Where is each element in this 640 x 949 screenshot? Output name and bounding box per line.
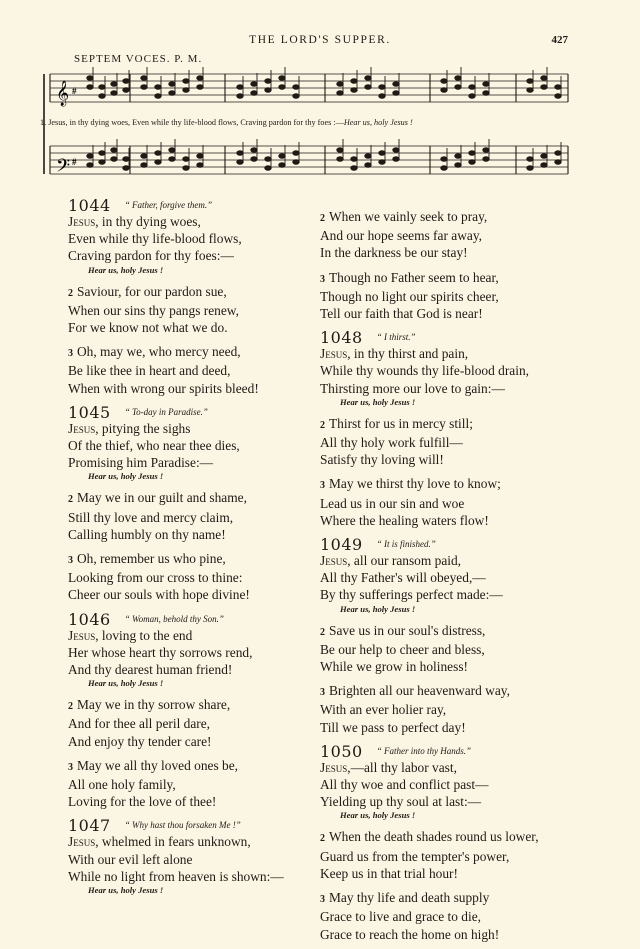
note-head <box>469 151 475 156</box>
page-header <box>0 34 640 50</box>
note-head <box>351 157 357 162</box>
verse-line <box>68 343 330 362</box>
hymn-title: “ It is finished.” <box>376 539 436 550</box>
stanza <box>68 833 330 896</box>
note-head <box>169 148 175 153</box>
verse-number: 3 <box>320 687 325 699</box>
verse-line: And our hope seems far away, <box>320 228 482 244</box>
verse-line: And enjoy thy tender care! <box>68 733 212 749</box>
verse-line: Keep us in that trial hour! <box>320 865 458 881</box>
verse-line: Lead us in our sin and woe <box>320 495 465 511</box>
note-head <box>183 79 189 84</box>
verse-line: Till we pass to perfect day! <box>320 719 466 735</box>
verse-line <box>68 627 330 644</box>
note-head <box>293 85 299 90</box>
note-head <box>141 85 147 90</box>
line-text: Save us in our soul's distress, <box>329 622 486 638</box>
note-head <box>365 163 371 168</box>
verse-line: Thirsting more our love to gain:— <box>320 380 505 396</box>
hymn <box>320 535 582 736</box>
opening-word: Jesus <box>68 834 96 850</box>
stanza <box>320 208 582 262</box>
note-head <box>351 79 357 84</box>
note-head <box>393 91 399 96</box>
note-head <box>441 166 447 171</box>
note-head <box>155 85 161 90</box>
line-text: When we vainly seek to pray, <box>329 209 488 224</box>
note-head <box>337 157 343 162</box>
hymn-title: “ Why hast thou forsaken Me !” <box>124 820 241 831</box>
verse-line: When our sins thy pangs renew, <box>68 302 239 318</box>
underlay-text: 1. Jesus, in thy dying woes, Even while thy life-blood flows, Craving pardon for thy foes :— <box>40 118 344 127</box>
hymn <box>68 196 330 397</box>
note-head <box>183 166 189 171</box>
stanza <box>68 213 330 276</box>
verse-line <box>320 759 582 776</box>
note-head <box>237 160 243 165</box>
stanza-gap <box>320 468 582 475</box>
note-head <box>183 157 189 162</box>
verse-number: 3 <box>68 555 73 567</box>
note-head <box>555 151 561 156</box>
verse-line: While thy wounds thy life-blood drain, <box>320 363 530 379</box>
verse-line: With our evil left alone <box>68 851 193 867</box>
note-head <box>99 94 105 99</box>
stanza <box>320 682 582 736</box>
refrain: Hear us, holy Jesus ! <box>340 396 416 407</box>
stanza-gap <box>320 615 582 622</box>
verse-line: Even while thy life-blood flows, <box>68 231 242 247</box>
stanza <box>68 283 330 337</box>
note-head <box>441 157 447 162</box>
verse-line <box>68 757 330 776</box>
stanza <box>320 415 582 469</box>
stanza <box>320 475 582 529</box>
note-head <box>251 91 257 96</box>
verse-number: 3 <box>320 480 325 492</box>
stanza <box>320 759 582 822</box>
note-head <box>337 148 343 153</box>
stanza <box>320 552 582 615</box>
hymn-gap <box>320 943 582 949</box>
verse-number: 3 <box>68 348 73 360</box>
note-head <box>379 151 385 156</box>
treble-clef-icon: 𝄞 <box>56 81 70 106</box>
verse-line <box>320 828 582 847</box>
hymn-heading <box>68 816 330 836</box>
line-text: Though no Father seem to hear, <box>329 269 499 285</box>
stanza <box>320 828 582 882</box>
hymn-number: 1044 <box>68 196 111 215</box>
verse-number: 2 <box>320 626 325 638</box>
opening-word: Jesus <box>68 627 96 643</box>
running-title: THE LORD'S SUPPER. <box>249 34 391 46</box>
verse-line: Loving for the love of thee! <box>68 794 217 810</box>
hymn <box>68 816 330 896</box>
verse-line: And for thee all peril dare, <box>68 716 211 732</box>
note-head <box>379 94 385 99</box>
note-head <box>169 91 175 96</box>
note-head <box>441 88 447 93</box>
stanza <box>68 343 330 397</box>
note-head <box>87 163 93 168</box>
note-head <box>279 76 285 81</box>
stanza-gap <box>320 675 582 682</box>
line-text: May thy life and death supply <box>329 890 490 906</box>
verse-line: Be like thee in heart and deed, <box>68 363 231 379</box>
verse-line: With an ever holier ray, <box>320 702 447 718</box>
verse-line: Cheer our souls with hope divine! <box>68 587 250 603</box>
line-text: Thirst for us in mercy still; <box>329 415 473 431</box>
note-head <box>293 151 299 156</box>
verse-line: For we know not what we do. <box>68 320 228 336</box>
verse-number: 3 <box>320 273 325 285</box>
note-head <box>293 94 299 99</box>
verse-line: Grace to reach the home on high! <box>320 926 500 942</box>
note-head <box>541 154 547 159</box>
verse-line <box>68 833 330 850</box>
verse-line: Though no light our spirits cheer, <box>320 288 499 304</box>
note-head <box>455 154 461 159</box>
verse-line: By thy sufferings perfect made:— <box>320 587 503 603</box>
verse-line: Guard us from the tempter's power, <box>320 848 510 864</box>
music-underlay <box>40 118 580 127</box>
note-head <box>123 166 129 171</box>
verse-line <box>68 283 330 302</box>
bass-clef-icon: 𝄢 <box>56 156 71 181</box>
note-head <box>141 163 147 168</box>
stanza-gap <box>68 273 330 285</box>
note-head <box>527 157 533 162</box>
verse-line <box>68 489 330 508</box>
note-head <box>111 157 117 162</box>
refrain: Hear us, holy Jesus ! <box>88 471 164 482</box>
verse-line <box>320 269 582 288</box>
note-head <box>483 148 489 153</box>
note-head <box>251 148 257 153</box>
verse-line <box>320 889 582 908</box>
stanza <box>68 757 330 811</box>
verse-number: 3 <box>68 761 73 773</box>
verse-number: 2 <box>68 287 73 299</box>
verse-line: Tell our faith that God is near! <box>320 306 483 322</box>
verse-line <box>320 552 582 569</box>
verse-line: Calling humbly on thy name! <box>68 526 226 542</box>
verse-line <box>68 696 330 715</box>
hymn-heading <box>320 742 582 759</box>
opening-word: Jesus <box>320 553 348 569</box>
note-head <box>337 82 343 87</box>
verse-number: 2 <box>320 833 325 845</box>
stanza <box>68 489 330 543</box>
note-head <box>469 160 475 165</box>
note-head <box>541 85 547 90</box>
note-head <box>99 85 105 90</box>
line-text: May we in our guilt and shame, <box>77 490 247 506</box>
left-column <box>68 196 330 902</box>
refrain: Hear us, holy Jesus ! <box>88 264 164 275</box>
verse-line <box>320 345 582 362</box>
opening-word: Jesus <box>68 420 96 436</box>
hymn <box>68 403 330 604</box>
note-head <box>527 79 533 84</box>
note-head <box>155 160 161 165</box>
note-head <box>469 85 475 90</box>
note-head <box>251 157 257 162</box>
hymn-title: “ Father, forgive them.” <box>124 200 213 210</box>
verse-line: While we grow in holiness! <box>320 659 469 675</box>
note-head <box>265 79 271 84</box>
verse-line: Promising him Paradise:— <box>68 455 214 471</box>
verse-line <box>320 415 582 434</box>
hymn-number: 1048 <box>320 328 363 348</box>
verse-number: 2 <box>320 419 325 431</box>
line-text: When the death shades round us lower, <box>329 829 539 845</box>
hymn <box>320 208 582 322</box>
note-head <box>379 160 385 165</box>
verse-line <box>68 550 330 569</box>
verse-line: Grace to live and grace to die, <box>320 909 481 925</box>
note-head <box>87 85 93 90</box>
hymn-gap <box>68 896 330 902</box>
note-head <box>351 88 357 93</box>
note-head <box>483 91 489 96</box>
stanza-gap <box>320 262 582 269</box>
verse-line: All thy holy work fulfill— <box>320 435 463 451</box>
note-head <box>365 85 371 90</box>
note-head <box>123 79 129 84</box>
note-head <box>393 82 399 87</box>
stanza <box>68 696 330 750</box>
note-head <box>455 163 461 168</box>
note-head <box>123 157 129 162</box>
line-text: , in thy dying woes, <box>95 214 201 229</box>
note-head <box>555 160 561 165</box>
line-text: , pitying the sighs <box>95 420 191 436</box>
hymn-heading <box>68 196 330 213</box>
line-text: May we in thy sorrow share, <box>77 697 231 713</box>
note-head <box>351 166 357 171</box>
note-head <box>87 76 93 81</box>
note-head <box>197 76 203 81</box>
verse-line: Looking from our cross to thine: <box>68 570 243 586</box>
page-number: 427 <box>551 34 568 46</box>
note-head <box>99 160 105 165</box>
line-text: , all our ransom paid, <box>347 553 462 569</box>
hymn-title: “ To-day in Paradise.” <box>124 406 208 417</box>
refrain: Hear us, holy Jesus ! <box>340 603 416 614</box>
stanza-gap <box>320 821 582 828</box>
verse-number: 2 <box>68 701 73 713</box>
hymn-heading <box>320 328 582 348</box>
stanza-gap <box>320 408 582 415</box>
line-text: May we thirst thy love to know; <box>329 476 501 492</box>
verse-line: Be our help to cheer and bless, <box>320 641 485 657</box>
hymn-heading <box>68 403 330 420</box>
note-head <box>237 94 243 99</box>
verse-line <box>320 622 582 641</box>
note-head <box>183 88 189 93</box>
hymn-number: 1050 <box>320 741 363 761</box>
note-head <box>265 166 271 171</box>
stanza-gap <box>320 882 582 889</box>
note-head <box>555 85 561 90</box>
line-text: Brighten all our heavenward way, <box>329 683 510 699</box>
note-head <box>455 85 461 90</box>
note-head <box>155 94 161 99</box>
verse-line: Craving pardon for thy foes:— <box>68 248 234 264</box>
stanza-gap <box>68 543 330 550</box>
note-head <box>123 88 129 93</box>
note-head <box>279 154 285 159</box>
note-head <box>393 148 399 153</box>
verse-line <box>320 682 582 701</box>
note-head <box>111 82 117 87</box>
stanza-gap <box>68 750 330 757</box>
music-score <box>40 66 570 190</box>
hymn-title: “ Woman, behold thy Son.” <box>124 613 224 624</box>
note-head <box>527 166 533 171</box>
note-head <box>379 85 385 90</box>
verse-line <box>68 420 330 437</box>
hymn-heading <box>320 535 582 555</box>
verse-line: All thy woe and conflict past— <box>320 777 489 793</box>
note-head <box>197 85 203 90</box>
verse-line: Her whose heart thy sorrows rend, <box>68 644 253 660</box>
verse-line <box>68 213 330 230</box>
right-column <box>320 208 582 949</box>
verse-line <box>320 208 582 227</box>
stanza <box>68 550 330 604</box>
note-head <box>141 76 147 81</box>
verse-number: 2 <box>320 213 325 224</box>
line-text: , whelmed in fears unknown, <box>95 834 251 850</box>
verse-line: Satisfy thy loving will! <box>320 452 444 468</box>
note-head <box>155 151 161 156</box>
tune-name: SEPTEM VOCES. P. M. <box>74 53 203 65</box>
opening-word: Jesus <box>68 214 96 229</box>
verse-line: All one holy family, <box>68 777 176 793</box>
note-head <box>111 148 117 153</box>
note-head <box>237 151 243 156</box>
verse-line: And thy dearest human friend! <box>68 662 233 678</box>
stanza <box>68 627 330 690</box>
stanza-gap <box>68 687 330 699</box>
stanza <box>320 269 582 323</box>
hymn-number: 1046 <box>68 609 111 629</box>
note-head <box>265 157 271 162</box>
key-signature-bass: # <box>72 157 77 167</box>
line-text: Saviour, for our pardon sue, <box>77 283 227 299</box>
note-head <box>483 82 489 87</box>
note-head <box>99 151 105 156</box>
hymn-number: 1049 <box>320 535 363 555</box>
refrain: Hear us, holy Jesus ! <box>88 885 164 896</box>
hymn <box>320 742 582 943</box>
line-text: , in thy thirst and pain, <box>347 346 469 362</box>
hymn-number: 1047 <box>68 816 111 836</box>
note-head <box>555 94 561 99</box>
opening-word: Jesus <box>320 346 348 362</box>
hymn <box>68 610 330 811</box>
stanza-gap <box>68 480 330 492</box>
hymn-title: “ I thirst.” <box>376 332 416 343</box>
stanza <box>320 345 582 408</box>
note-head <box>541 76 547 81</box>
hymn-heading <box>68 610 330 627</box>
line-text: ,—all thy labor vast, <box>347 759 457 775</box>
note-head <box>455 76 461 81</box>
verse-line: Yielding up thy soul at last:— <box>320 794 482 810</box>
note-head <box>541 163 547 168</box>
note-head <box>527 88 533 93</box>
note-head <box>469 94 475 99</box>
verse-number: 2 <box>68 494 73 506</box>
note-head <box>441 79 447 84</box>
note-head <box>197 163 203 168</box>
line-text: , loving to the end <box>95 627 193 643</box>
hymn-number: 1045 <box>68 402 111 422</box>
verse-line: Still thy love and mercy claim, <box>68 509 234 525</box>
note-head <box>293 160 299 165</box>
note-head <box>265 88 271 93</box>
line-text: May we all thy loved ones be, <box>77 757 239 773</box>
note-head <box>87 154 93 159</box>
opening-word: Jesus <box>320 759 348 775</box>
note-head <box>393 157 399 162</box>
note-head <box>251 82 257 87</box>
verse-number: 3 <box>320 894 325 906</box>
refrain: Hear us, holy Jesus ! <box>340 810 416 821</box>
note-head <box>365 76 371 81</box>
verse-line: In the darkness be our stay! <box>320 245 468 261</box>
verse-line: Of the thief, who near thee dies, <box>68 438 240 454</box>
stanza <box>320 889 582 943</box>
verse-line <box>320 475 582 494</box>
note-head <box>111 91 117 96</box>
note-head <box>141 154 147 159</box>
verse-line: All thy Father's will obeyed,— <box>320 570 486 586</box>
hymn-title: “ Father into thy Hands.” <box>376 745 471 756</box>
stanza <box>68 420 330 483</box>
note-head <box>169 157 175 162</box>
refrain: Hear us, holy Jesus ! <box>88 678 164 689</box>
note-head <box>169 82 175 87</box>
note-head <box>279 163 285 168</box>
stanza-gap <box>68 336 330 343</box>
note-head <box>365 154 371 159</box>
verse-line: When with wrong our spirits bleed! <box>68 380 259 396</box>
key-signature-treble: # <box>72 86 77 96</box>
note-head <box>337 91 343 96</box>
note-head <box>483 157 489 162</box>
hymn <box>320 328 582 529</box>
underlay-refrain: Hear us, holy Jesus ! <box>343 118 413 127</box>
stanza <box>320 622 582 676</box>
verse-line: While no light from heaven is shown:— <box>68 868 284 884</box>
note-head <box>279 85 285 90</box>
note-head <box>237 85 243 90</box>
line-text: Oh, may we, who mercy need, <box>77 344 241 360</box>
note-head <box>197 154 203 159</box>
verse-line: Where the healing waters flow! <box>320 512 489 528</box>
line-text: Oh, remember us who pine, <box>77 551 226 567</box>
